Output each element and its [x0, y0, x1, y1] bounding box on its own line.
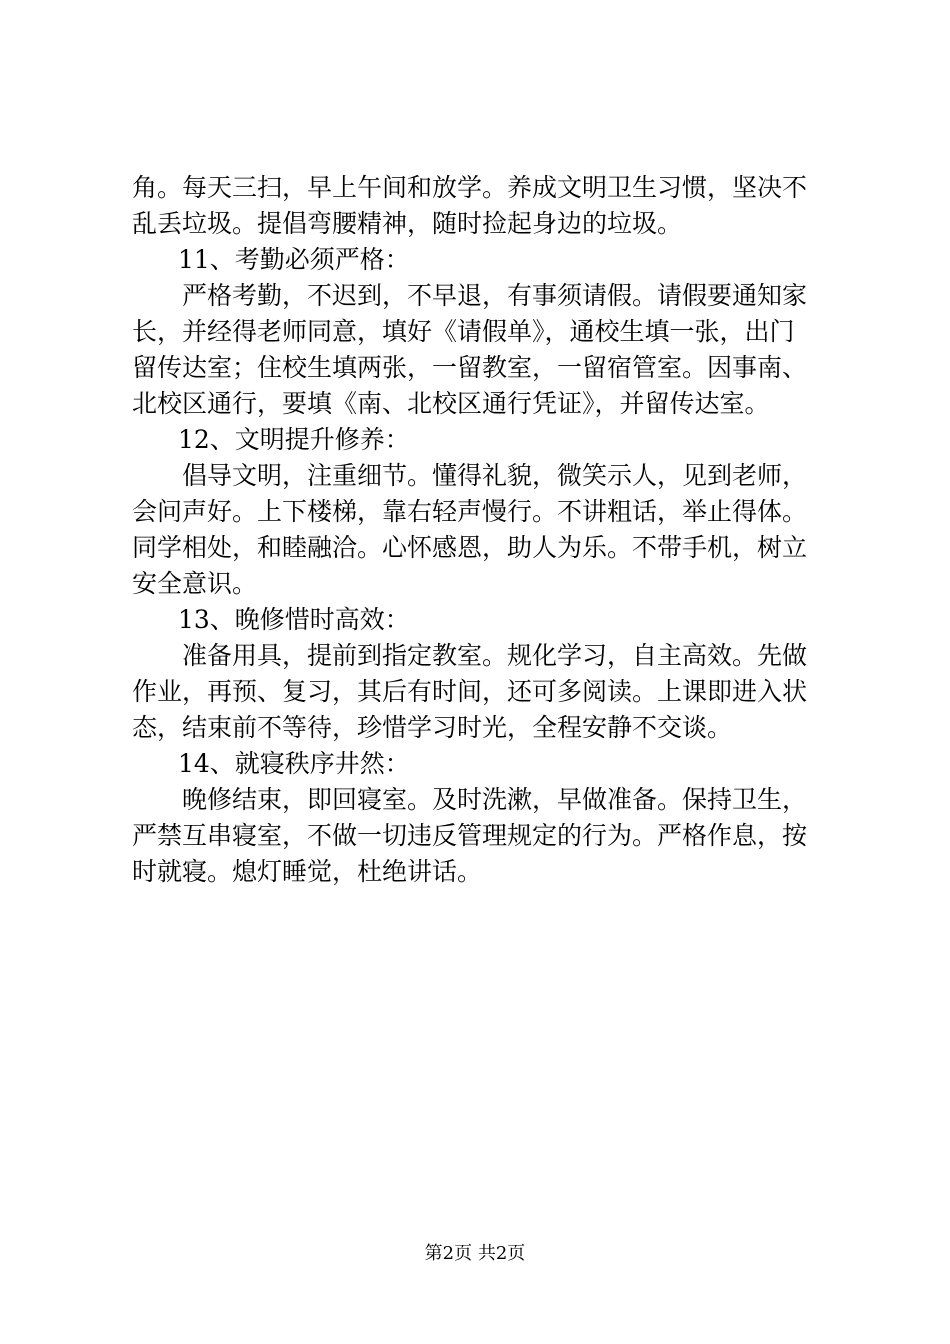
- text-line: 乱丢垃圾。提倡弯腰精神，随时捡起身边的垃圾。: [132, 209, 683, 238]
- document-body: [132, 170, 822, 890]
- text-line: 严禁互串寝室，不做一切违反管理规定的行为。严格作息，按: [132, 821, 808, 850]
- text-line: 留传达室；住校生填两张，一留教室，一留宿管室。因事南、: [132, 353, 808, 382]
- text-line: 时就寝。熄灯睡觉，杜绝讲话。: [132, 857, 483, 886]
- text-line: 安全意识。: [132, 569, 258, 598]
- text-line: 作业，再预、复习，其后有时间，还可多阅读。上课即进入状: [132, 677, 808, 706]
- text-line: 晚修结束，即回寝室。及时洗漱，早做准备。保持卫生，: [182, 785, 808, 814]
- text-line: 准备用具，提前到指定教室。规化学习，自主高效。先做: [182, 641, 808, 670]
- text-line: 北校区通行，要填《南、北校区通行凭证》，并留传达室。: [132, 389, 770, 418]
- text-line: 角。每天三扫，早上午间和放学。养成文明卫生习惯，坚决不: [132, 173, 808, 202]
- text-line: 态，结束前不等待，珍惜学习时光，全程安静不交谈。: [132, 713, 733, 742]
- section-heading: 12、文明提升修养：: [178, 425, 410, 454]
- section-heading: 13、晚修惜时高效：: [178, 605, 410, 634]
- text-line: 倡导文明，注重细节。懂得礼貌，微笑示人，见到老师，: [182, 461, 808, 490]
- text-line: 会问声好。上下楼梯，靠右轻声慢行。不讲粗话，举止得体。: [132, 497, 808, 526]
- section-heading: 11、考勤必须严格：: [178, 245, 410, 274]
- text-line: 同学相处，和睦融洽。心怀感恩，助人为乐。不带手机，树立: [132, 533, 808, 562]
- page-footer: 第2页 共2页: [424, 1243, 526, 1264]
- section-heading: 14、就寝秩序井然：: [178, 749, 410, 778]
- text-line: 长，并经得老师同意，填好《请假单》，通校生填一张，出门: [132, 317, 795, 346]
- text-line: 严格考勤，不迟到，不早退，有事须请假。请假要通知家: [182, 281, 808, 310]
